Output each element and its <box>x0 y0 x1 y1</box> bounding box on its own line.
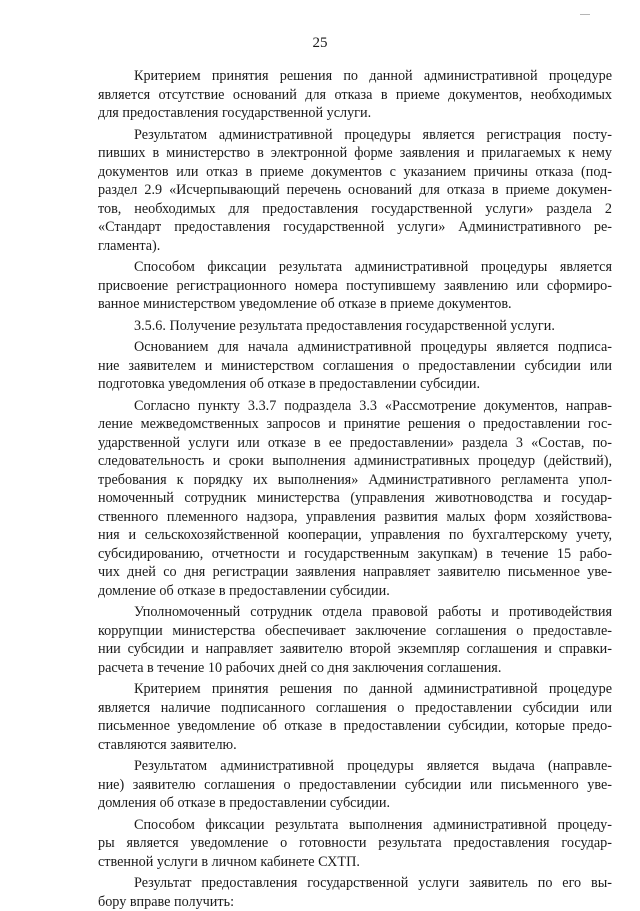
text-line <box>98 86 612 105</box>
text-line-content: домление об отказе в предоставлении субсидии. <box>98 583 390 599</box>
text-line <box>98 794 612 813</box>
text-line-content: коррупции министерства обеспечивает заключение соглашения о предоставле- <box>98 623 612 639</box>
text-line-content: чих дней со дня регистрации заявления направляет заявителю письменное уве- <box>98 564 612 580</box>
text-line-content: требования к порядку их выполнения» Административного регламента упол- <box>98 472 612 488</box>
text-line <box>98 200 612 219</box>
text-line-content: Уполномоченный сотрудник отдела правовой работы и противодействия <box>134 604 612 620</box>
text-line <box>98 508 612 527</box>
text-line <box>98 218 612 237</box>
text-line <box>98 776 612 795</box>
text-line <box>98 489 612 508</box>
text-line <box>98 640 612 659</box>
text-line-content: ния и сельскохозяйственной кооперации, управления по бухгалтерскому учету, <box>98 527 612 543</box>
text-line-content: Результатом административной процедуры является регистрация посту- <box>134 127 612 143</box>
text-line-content: ние) заявителю соглашения о предоставлении субсидии или письменного уве- <box>98 777 612 793</box>
text-line <box>98 874 612 893</box>
text-line <box>98 258 612 277</box>
text-line <box>98 471 612 490</box>
text-line-content: бору вправе получить: <box>98 894 234 910</box>
text-line-content: Результат предоставления государственной услуги заявитель по его вы- <box>134 875 612 891</box>
text-line <box>98 67 612 86</box>
text-line <box>98 603 612 622</box>
text-line-content: документов или отказ в приеме документов с указанием причины отказа (под- <box>98 164 612 180</box>
text-line <box>98 717 612 736</box>
text-line <box>98 736 612 755</box>
text-line-content: Критерием принятия решения по данной административной процедуре <box>134 681 612 697</box>
text-line-content: субсидированию, отчетности и государственным закупкам) в течение 15 рабо- <box>98 546 612 562</box>
text-line-content: раздел 2.9 «Исчерпывающий перечень оснований для отказа в приеме докумен- <box>98 182 612 198</box>
text-line <box>98 563 612 582</box>
text-line-content: ры является уведомление о готовности результата предоставления государ- <box>98 835 612 851</box>
text-line <box>98 816 612 835</box>
text-line <box>98 181 612 200</box>
text-line-content: ставляются заявителю. <box>98 737 237 753</box>
text-line-content: является отсутствие оснований для отказа в приеме документов, необходимых <box>98 87 612 103</box>
body-text <box>98 67 612 911</box>
text-line <box>98 680 612 699</box>
text-line-content: следовательность и сроки выполнения административных процедур (действий), <box>98 453 612 469</box>
text-line-content: 3.5.6. Получение результата предоставления государственной услуги. <box>134 318 555 334</box>
page-number: 25 <box>0 34 640 52</box>
text-line <box>98 104 612 123</box>
text-line-content: домления об отказе в предоставлении субсидии. <box>98 795 390 811</box>
text-line <box>98 659 612 678</box>
text-line-content: нии субсидии и направляет заявителю второй экземпляр соглашения и справки- <box>98 641 612 657</box>
text-line-content: подготовка уведомления об отказе в предоставлении субсидии. <box>98 376 480 392</box>
text-line <box>98 126 612 145</box>
text-line <box>98 526 612 545</box>
text-line-content: является наличие подписанного соглашения о предоставлении субсидии или <box>98 700 612 716</box>
text-line-content: расчета в течение 10 рабочих дней со дня заключения соглашения. <box>98 660 501 676</box>
text-line <box>98 295 612 314</box>
text-line-content: пивших в министерство в электронной форме заявления и прилагаемых к нему <box>98 145 612 161</box>
text-line <box>98 757 612 776</box>
text-line <box>98 545 612 564</box>
text-line <box>98 357 612 376</box>
text-line-content: Основанием для начала административной процедуры является подписа- <box>134 339 612 355</box>
text-line-content: ние заявителем и министерством соглашения о предоставлении субсидии или <box>98 358 612 374</box>
text-line <box>98 853 612 872</box>
text-line-content: письменное уведомление об отказе в предоставлении субсидии, которые предо- <box>98 718 612 734</box>
text-line-content: Способом фиксации результата выполнения административной процеду- <box>134 817 612 833</box>
text-line-content: тов, необходимых для предоставления государственной услуги» раздела 2 <box>98 201 612 217</box>
text-line-content: присвоение регистрационного номера поступившему заявлению или сформиро- <box>98 278 612 294</box>
text-line <box>98 317 612 336</box>
text-line-content: «Стандарт предоставления государственной услуги» Административного ре- <box>98 219 612 235</box>
text-line <box>98 834 612 853</box>
text-line <box>98 144 612 163</box>
text-line-content: номоченный сотрудник министерства (управления животноводства и государ- <box>98 490 612 506</box>
text-line-content: ственной услуги в личном кабинете СХТП. <box>98 854 360 870</box>
scan-mark <box>580 14 590 15</box>
text-line <box>98 622 612 641</box>
text-line-content: гламента). <box>98 238 160 254</box>
text-line-content: Согласно пункту 3.3.7 подраздела 3.3 «Рассмотрение документов, направ- <box>134 398 612 414</box>
text-line <box>98 582 612 601</box>
text-line <box>98 397 612 416</box>
text-line <box>98 163 612 182</box>
text-line-content: Способом фиксации результата административной процедуры является <box>134 259 612 275</box>
text-line <box>98 893 612 911</box>
text-line <box>98 277 612 296</box>
text-line <box>98 375 612 394</box>
text-line <box>98 338 612 357</box>
text-line-content: для предоставления государственной услуги. <box>98 105 371 121</box>
text-line-content: ственного племенного надзора, управления развития малых форм хозяйствова- <box>98 509 612 525</box>
text-line-content: ударственной услуги или отказе в ее предоставлении» раздела 3 «Состав, по- <box>98 435 612 451</box>
text-line <box>98 237 612 256</box>
text-line-content: ление межведомственных запросов и принятие решения о предоставлении гос- <box>98 416 612 432</box>
text-line-content: ванное министерством уведомление об отказе в приеме документов. <box>98 296 512 312</box>
text-line-content: Результатом административной процедуры является выдача (направле- <box>134 758 612 774</box>
text-line <box>98 452 612 471</box>
text-line-content: Критерием принятия решения по данной административной процедуре <box>134 68 612 84</box>
text-line <box>98 699 612 718</box>
text-line <box>98 415 612 434</box>
text-line <box>98 434 612 453</box>
